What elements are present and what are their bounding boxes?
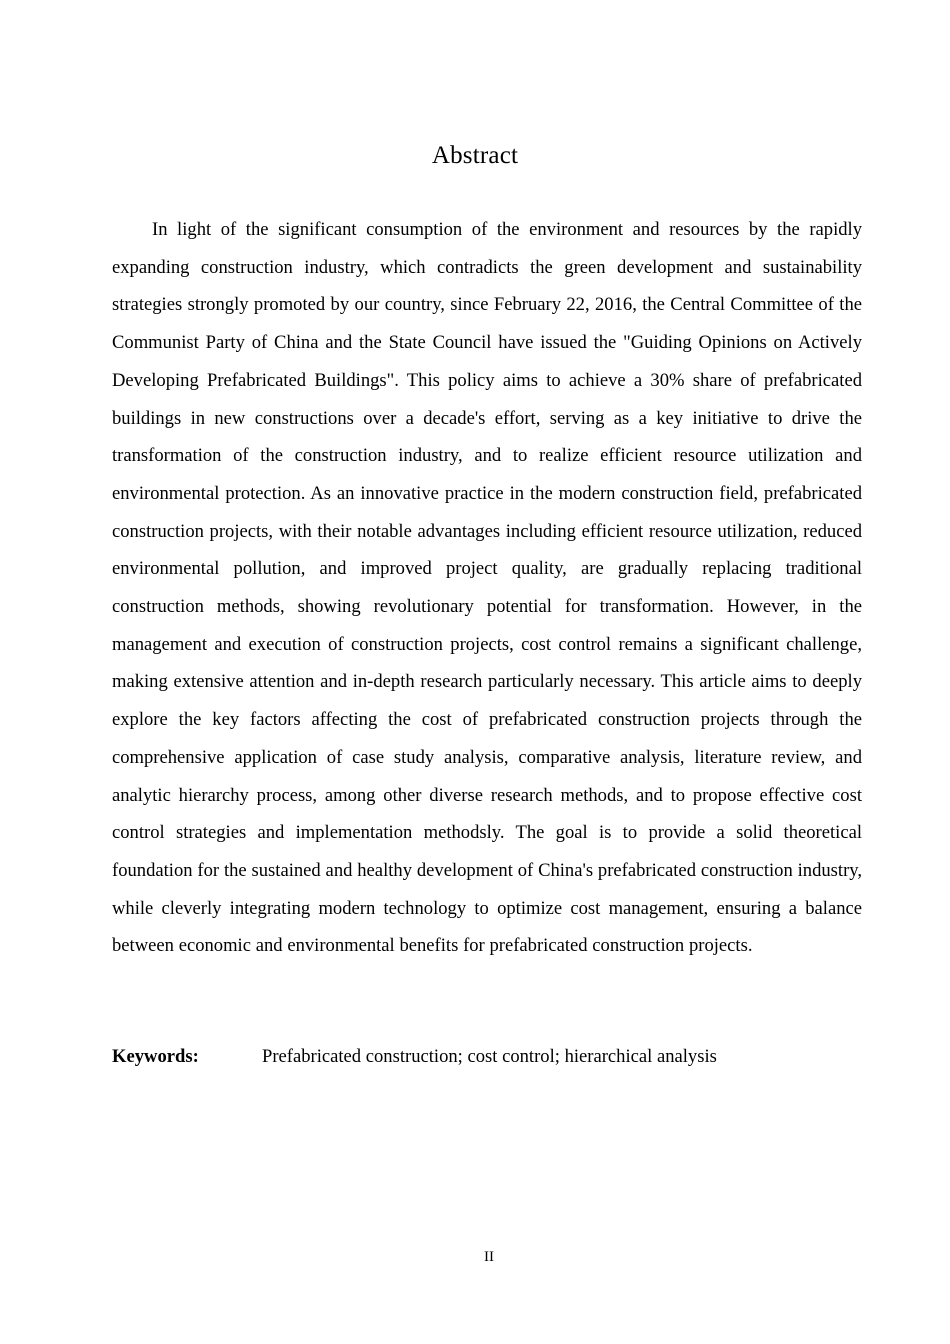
abstract-body <box>112 211 862 965</box>
page-number: II <box>484 1249 494 1265</box>
keywords-value: Prefabricated construction; cost control; hierarchical analysis <box>262 1046 717 1067</box>
abstract-paragraph: In light of the significant consumption of the environment and resources by the rapidly expanding construction industry, which contradicts the green development and sustainability strategies strongly promoted by our country, since February 22, 2016, the Central Committee of the Communist Party of China and the State Council have issued the "Guiding Opinions on Actively Developing Prefabricated Buildings". This policy aims to achieve a 30% share of prefabricated buildings in new constructions over a decade's effort, serving as a key initiative to drive the transformation of the construction industry, and to realize efficient resource utilization and environmental protection. As an innovative practice in the modern construction field, prefabricated construction projects, with their notable advantages including efficient resource utilization, reduced environmental pollution, and improved project quality, are gradually replacing traditional construction methods, showing revolutionary potential for transformation. However, in the management and execution of construction projects, cost control remains a significant challenge, making extensive attention and in-depth research particularly necessary. This article aims to deeply explore the key factors affecting the cost of prefabricated construction projects through the comprehensive application of case study analysis, comparative analysis, literature review, and analytic hierarchy process, among other diverse research methods, and to propose effective cost control strategies and implementation methodsly. The goal is to provide a solid theoretical foundation for the sustained and healthy development of China's prefabricated construction industry, while cleverly integrating modern technology to optimize cost management, ensuring a balance between economic and environmental benefits for prefabricated construction projects. <box>112 219 862 957</box>
keywords-row <box>112 1042 862 1072</box>
keywords-label: Keywords: <box>112 1046 199 1067</box>
page-title: Abstract <box>431 141 519 169</box>
